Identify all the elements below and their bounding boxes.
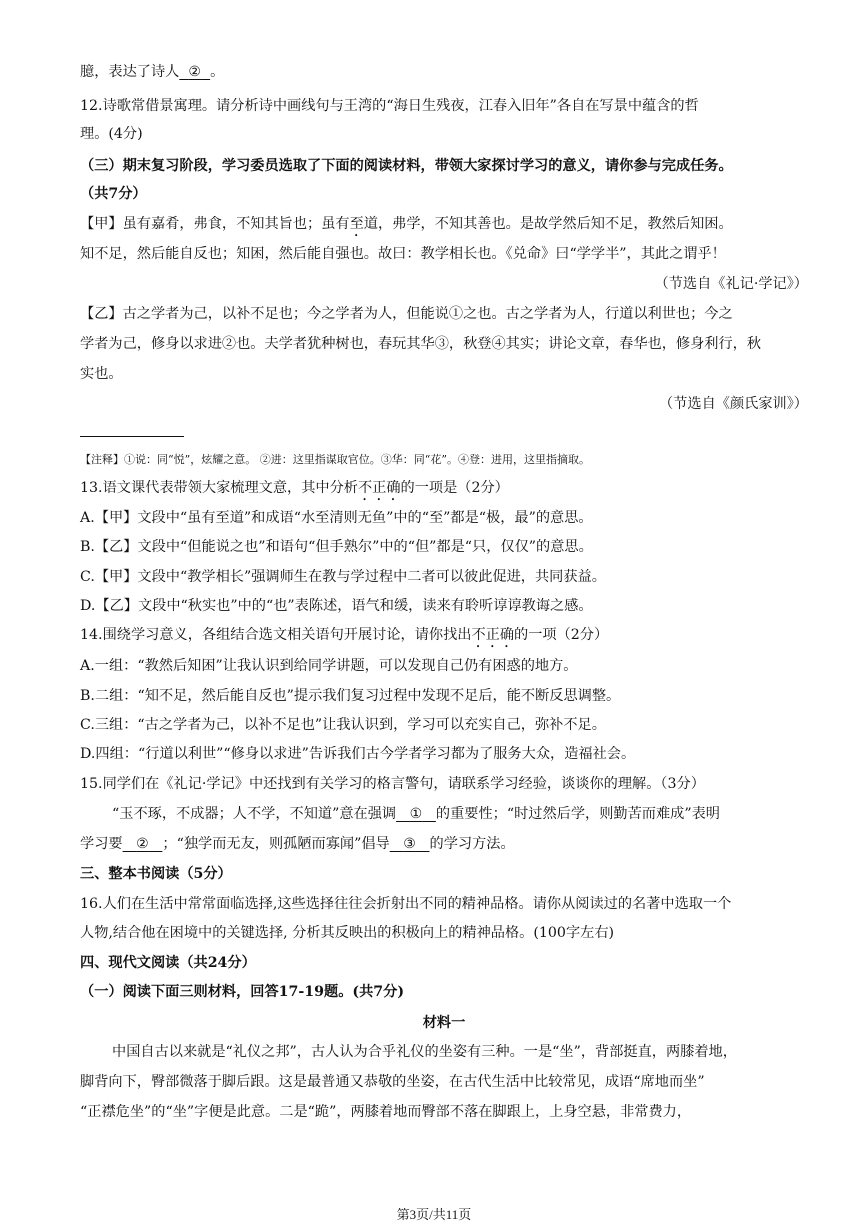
question-16: 16.人们在生活中常常面临选择,这些选择往往会折射出不同的精神品格。请你从阅读过的名著中选取一个: [80, 896, 732, 912]
section-heading: （三）期末复习阶段，学习委员选取了下面的阅读材料，带领大家探讨学习的意义，请你参与完成任务。: [80, 158, 733, 174]
option-c: C.三组：“古之学者为己，以补不足也”让我认识到，学习可以充实自己，弥补不足。: [80, 717, 606, 733]
material-paragraph-line: 中国自古以来就是“礼仪之邦”，古人认为合乎礼仪的坐姿有三种。一是“坐”，背部挺直，两膝着地，: [112, 1044, 737, 1060]
answer-blank: ②: [188, 64, 202, 80]
footnote: 【注释】①说：同“悦”，炫耀之意。 ②进：这里指谋取官位。③华：同“花”。④登：进用，这里指摘取。: [80, 453, 590, 466]
material-title: 材料一: [422, 1015, 466, 1031]
section-heading-cont: （共7分）: [80, 186, 147, 202]
question-15-line: “玉不琢，不成器；人不学，不知道”意在强调 ① 的重要性；“时过然后学，则勤苦而难成”表明: [112, 806, 720, 822]
option-b: B.二组：“知不足，然后能自反也”提示我们复习过程中发现不足后，能不断反思调整。: [80, 688, 621, 704]
subsection-heading: （一）阅读下面三则材料，回答17-19题。(共7分): [80, 984, 405, 1000]
page-number: 第3页/共11页: [396, 1207, 472, 1222]
footnote-rule: [80, 436, 184, 437]
passage-yi-line: 【乙】古之学者为己，以补不足也；今之学者为人，但能说①之也。古之学者为人，行道以利世也；今之: [80, 306, 733, 322]
option-a: A.一组：“教然后知困”让我认识到给同学讲题，可以发现自己仍有困惑的地方。: [80, 658, 578, 674]
passage-source: （节选自《颜氏家训》）: [659, 396, 808, 412]
question-16-cont: 人物,结合他在困境中的关键选择, 分析其反映出的积极向上的精神品格。(100字左右): [80, 925, 615, 941]
option-b: B.【乙】文段中“但能说之也”和语句“但手熟尔”中的“但”都是“只，仅仅”的意思。: [80, 539, 593, 555]
answer-blank: ③: [403, 836, 416, 852]
passage-jia-line: 知不足，然后能自反也；知困，然后能自强也。故曰：教学相长也。《兑命》曰“学学半”，其此之谓乎！: [80, 246, 726, 262]
question-12: 12.诗歌常借景寓理。请分析诗中画线句与王湾的“海日生残夜，江春入旧年”各自在写景中蕴含的哲: [80, 98, 699, 114]
question-15: 15.同学们在《礼记·学记》中还找到有关学习的格言警句，请联系学习经验，谈谈你的理解。（3分）: [80, 776, 705, 792]
section-heading: 四、现代文阅读（共24分）: [80, 955, 256, 971]
passage-yi-line: 学者为己，修身以求进②也。夫学者犹种树也，春玩其华③，秋登④其实；讲论文章，春华也，修身利行，秋: [80, 336, 762, 352]
passage-yi-line: 实也。: [80, 366, 123, 382]
question-12-cont: 理。(4分): [80, 126, 143, 142]
option-d: D.四组：“行道以利世”“修身以求进”告诉我们古今学者学习都为了服务大众，造福社会。: [80, 746, 636, 762]
option-a: A.【甲】文段中“虽有至道”和成语“水至清则无鱼”中的“至”都是“极，最”的意思。: [80, 510, 593, 526]
answer-blank: ②: [136, 836, 149, 852]
material-paragraph-line: 脚背向下，臀部微落于脚后跟。这是最普通又恭敬的坐姿，在古代生活中比较常见，成语“席地而坐”: [80, 1074, 705, 1090]
section-heading: 三、整本书阅读（5分）: [80, 866, 232, 882]
answer-blank: ①: [409, 806, 423, 822]
text-line: 臆，表达了诗人 ② 。: [80, 64, 225, 80]
question-13: 13.语文课代表带领大家梳理文意，其中分析不正确的一项是（2分）: [80, 480, 509, 496]
passage-jia-line: 【甲】虽有嘉肴，弗食，不知其旨也；虽有至道，弗学，不知其善也。是故学然后知不足，教然后知困。: [80, 216, 733, 232]
option-c: C.【甲】文段中“教学相长”强调师生在教与学过程中二者可以彼此促进，共同获益。: [80, 569, 606, 585]
question-15-line: 学习要 ② ；“独学而无友，则孤陋而寡闻”倡导 ③ 的学习方法。: [80, 836, 515, 852]
passage-source: （节选自《礼记·学记》）: [654, 276, 808, 292]
question-14: 14.围绕学习意义，各组结合选文相关语句开展讨论，请你找出不正确的一项（2分）: [80, 627, 609, 643]
material-paragraph-line: “正襟危坐”的“坐”字便是此意。二是“跪”，两膝着地而臀部不落在脚跟上，上身空悬，非常费力，: [80, 1104, 692, 1120]
option-d: D.【乙】文段中“秋实也”中的“也”表陈述，语气和缓，读来有聆听谆谆教诲之感。: [80, 598, 593, 614]
